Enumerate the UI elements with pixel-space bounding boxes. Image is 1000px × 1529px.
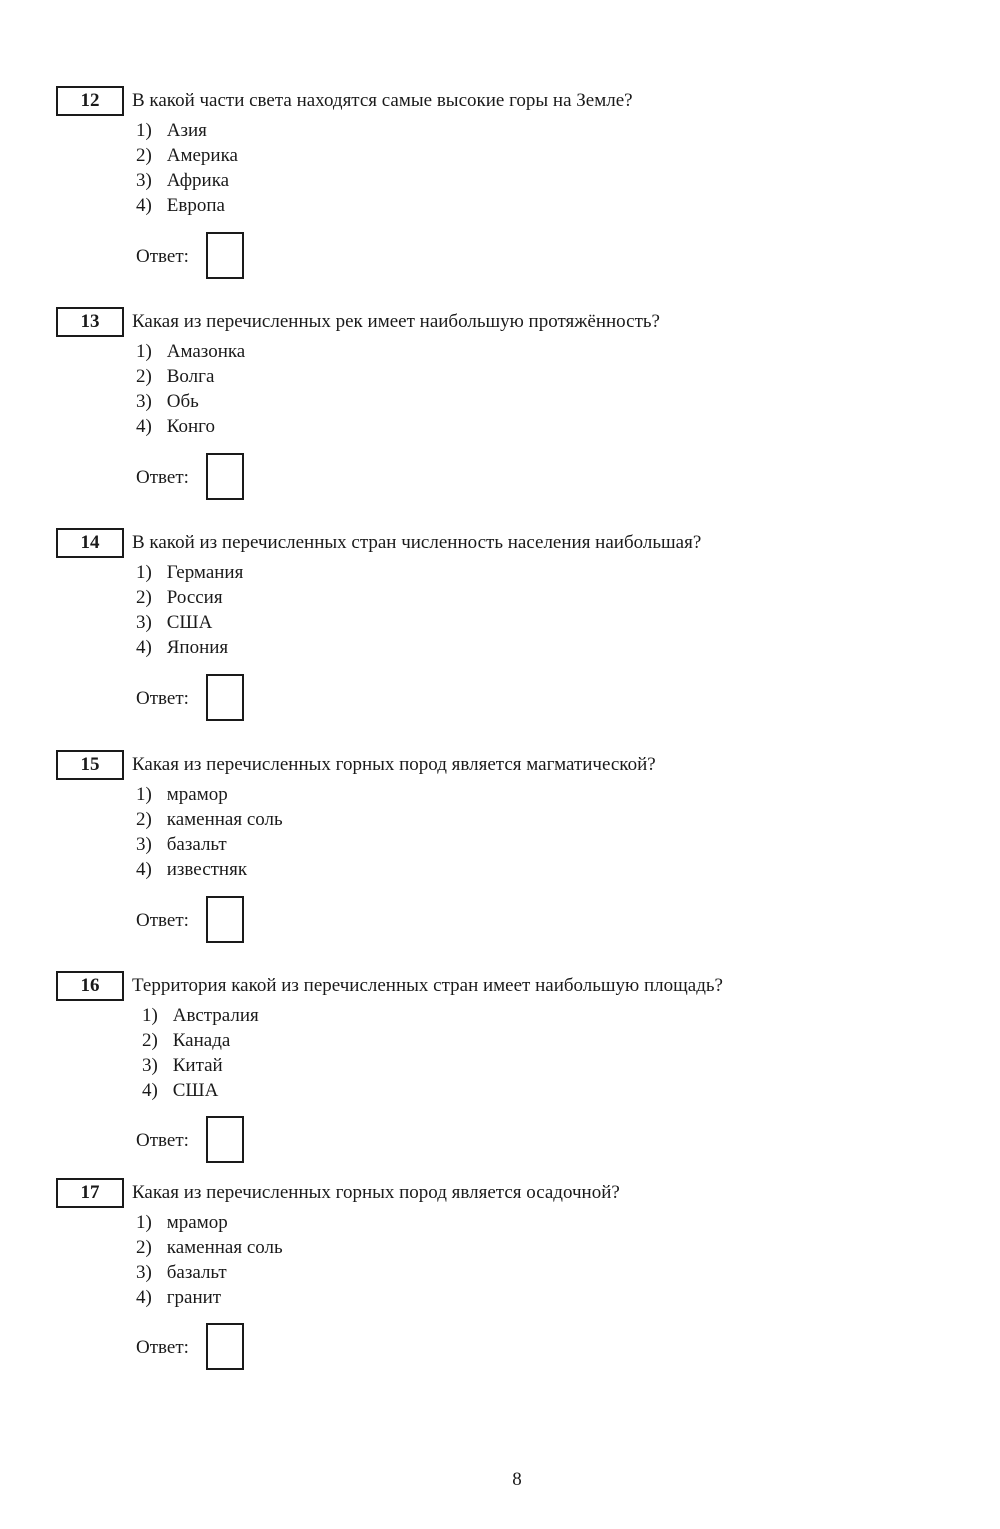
options-list [142, 1003, 259, 1103]
question-text: Какая из перечисленных горных пород является магматической? [132, 754, 656, 775]
question-text: Какая из перечисленных горных пород является осадочной? [132, 1182, 620, 1203]
question-text: Какая из перечисленных рек имеет наибольшую протяжённость? [132, 311, 660, 332]
option-3: 3) Африка [136, 170, 230, 191]
answer-label: Ответ: [136, 467, 189, 488]
option-1: 1) Амазонка [136, 341, 246, 362]
option-2: 2) Канада [142, 1030, 231, 1051]
option-3: 3) базальт [136, 1262, 227, 1283]
answer-box[interactable] [206, 674, 244, 721]
answer-label: Ответ: [136, 910, 189, 931]
answer-label: Ответ: [136, 246, 189, 267]
options-list [136, 560, 243, 660]
option-1: 1) мрамор [136, 784, 228, 805]
answer-box[interactable] [206, 453, 244, 500]
option-4: 4) США [142, 1080, 219, 1101]
option-4: 4) Конго [136, 416, 215, 437]
option-2: 2) каменная соль [136, 809, 283, 830]
answer-box[interactable] [206, 1323, 244, 1370]
task-number: 15 [56, 750, 124, 780]
options-list [136, 1210, 283, 1310]
question-text: В какой из перечисленных стран численность населения наибольшая? [132, 532, 702, 553]
answer-box[interactable] [206, 1116, 244, 1163]
option-4: 4) Европа [136, 195, 225, 216]
option-3: 3) Китай [142, 1055, 223, 1076]
option-3: 3) Обь [136, 391, 199, 412]
option-2: 2) Волга [136, 366, 215, 387]
option-4: 4) гранит [136, 1287, 222, 1308]
task-number: 13 [56, 307, 124, 337]
options-list [136, 118, 238, 218]
question-text: В какой части света находятся самые высокие горы на Земле? [132, 90, 633, 111]
question-text: Территория какой из перечисленных стран имеет наибольшую площадь? [132, 975, 723, 996]
options-list [136, 339, 245, 439]
task-number: 17 [56, 1178, 124, 1208]
option-2: 2) Россия [136, 587, 223, 608]
answer-label: Ответ: [136, 688, 189, 709]
task-number: 14 [56, 528, 124, 558]
option-1: 1) Германия [136, 562, 244, 583]
option-3: 3) США [136, 612, 213, 633]
option-4: 4) Япония [136, 637, 229, 658]
answer-box[interactable] [206, 896, 244, 943]
task-number: 12 [56, 86, 124, 116]
option-4: 4) известняк [136, 859, 248, 880]
option-2: 2) Америка [136, 145, 238, 166]
task-number: 16 [56, 971, 124, 1001]
page-number: 8 [512, 1469, 522, 1490]
options-list [136, 782, 283, 882]
option-1: 1) мрамор [136, 1212, 228, 1233]
option-1: 1) Азия [136, 120, 207, 141]
answer-label: Ответ: [136, 1130, 189, 1151]
answer-box[interactable] [206, 232, 244, 279]
option-2: 2) каменная соль [136, 1237, 283, 1258]
answer-label: Ответ: [136, 1337, 189, 1358]
option-3: 3) базальт [136, 834, 227, 855]
option-1: 1) Австралия [142, 1005, 259, 1026]
